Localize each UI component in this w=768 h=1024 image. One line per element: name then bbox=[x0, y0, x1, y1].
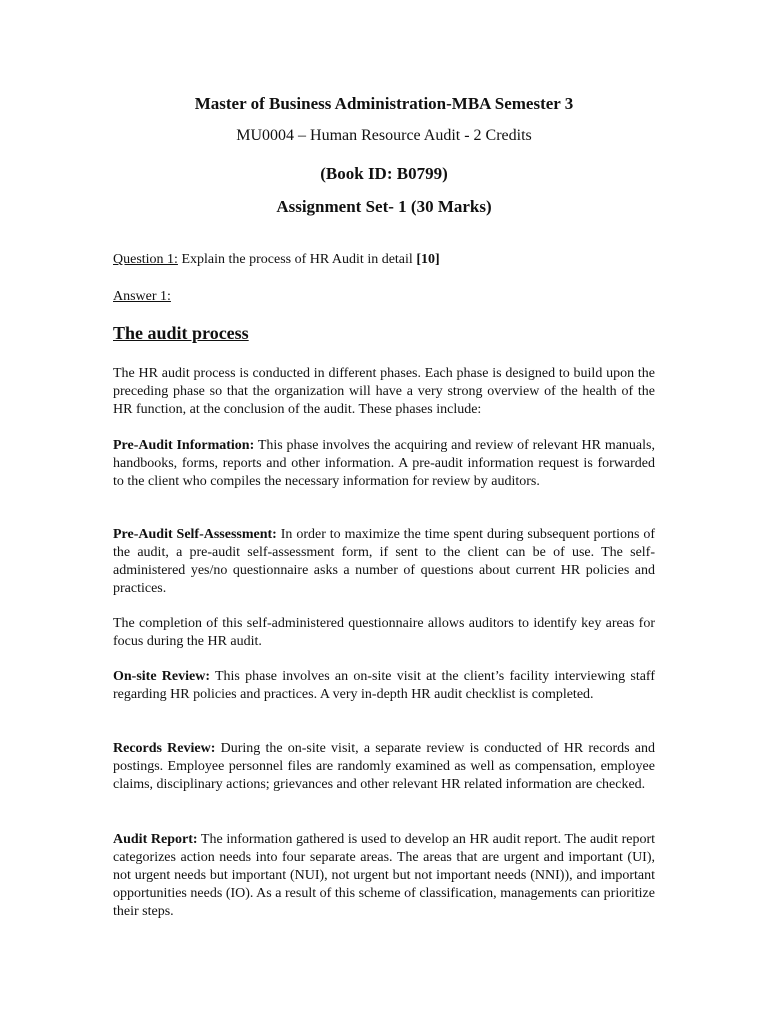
records-review-text: During the on-site visit, a separate review is conducted of HR records and postings. Employee personnel files are randomly examined as well as compensation, employee claims, disciplinary actions; grievances and other relevant HR related information are checked. bbox=[113, 741, 655, 792]
course-title: MU0004 – Human Resource Audit - 2 Credits bbox=[236, 127, 532, 144]
pre-audit-information-text: This phase involves the acquiring and review of relevant HR manuals, handbooks, forms, reports and other information. A pre-audit information request is forwarded to the client who compiles the necessary information for review by auditors. bbox=[113, 438, 655, 489]
pre-audit-information-paragraph bbox=[113, 437, 655, 491]
question-label: Question 1: bbox=[113, 252, 178, 267]
intro-paragraph: The HR audit process is conducted in different phases. Each phase is designed to build upon the preceding phase so that the organization will have a very strong overview of the health of the HR function, at the conclusion of the audit. These phases include: bbox=[113, 366, 655, 417]
answer-label: Answer 1: bbox=[113, 289, 171, 304]
question-line bbox=[113, 251, 655, 269]
question-marks: [10] bbox=[416, 252, 440, 267]
records-review-label: Records Review: bbox=[113, 741, 216, 756]
pre-audit-information-label: Pre-Audit Information: bbox=[113, 438, 255, 453]
onsite-review-paragraph bbox=[113, 668, 655, 704]
audit-report-label: Audit Report: bbox=[113, 832, 198, 847]
assignment-set: Assignment Set- 1 (30 Marks) bbox=[276, 197, 492, 216]
book-id: (Book ID: B0799) bbox=[320, 164, 448, 183]
section-heading: The audit process bbox=[113, 323, 249, 343]
self-assessment-label: Pre-Audit Self-Assessment: bbox=[113, 527, 277, 542]
records-review-paragraph bbox=[113, 740, 655, 794]
audit-report-paragraph bbox=[113, 831, 655, 921]
question-text: Explain the process of HR Audit in detail bbox=[177, 252, 417, 267]
self-assessment-text: In order to maximize the time spent during subsequent portions of the audit, a pre-audit self-assessment form, if sent to the client can be of use. The self-administered yes/no questionnaire asks a number of questions about current HR policies and practices. bbox=[113, 527, 655, 596]
onsite-review-text: This phase involves an on-site visit at the client’s facility interviewing staff regarding HR policies and practices. A very in-depth HR audit checklist is completed. bbox=[113, 669, 655, 702]
onsite-review-label: On-site Review: bbox=[113, 669, 210, 684]
program-title: Master of Business Administration-MBA Semester 3 bbox=[194, 94, 574, 113]
audit-report-text: The information gathered is used to develop an HR audit report. The audit report categorizes action needs into four separate areas. The areas that are urgent and important (UI), not urgent needs but important (NUI), not urgent but not important needs (NNI)), and important opportunities needs (IO). As a result of this scheme of classification, managements can prioritize their steps. bbox=[113, 832, 655, 919]
completion-paragraph: The completion of this self-administered questionnaire allows auditors to identify key areas for focus during the HR audit. bbox=[113, 616, 655, 649]
self-assessment-paragraph bbox=[113, 526, 655, 598]
